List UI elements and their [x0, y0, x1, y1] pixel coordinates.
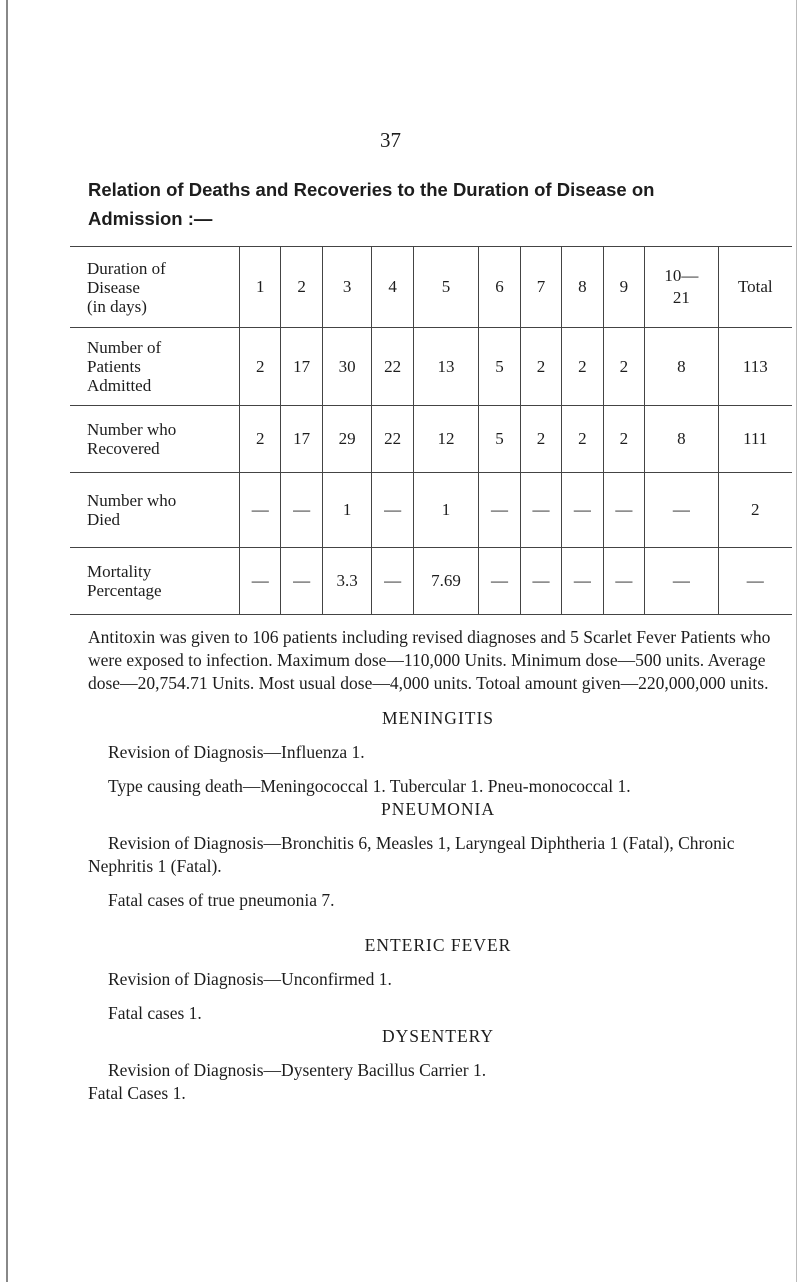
table-cell: — — [603, 548, 644, 615]
table-cell: 8 — [645, 406, 718, 473]
table-cell: 3.3 — [322, 548, 371, 615]
table-cell: 22 — [372, 406, 413, 473]
page-edge-left — [6, 0, 8, 1282]
table-cell: 2 — [562, 406, 603, 473]
table-cell: 2 — [520, 328, 561, 406]
meningitis-line: Revision of Diagnosis—Influenza 1. — [108, 742, 365, 762]
table-cell-total: 113 — [718, 328, 792, 406]
table-cell: — — [520, 548, 561, 615]
table-cell: — — [562, 473, 603, 548]
table-cell: — — [372, 548, 413, 615]
col-header: 7 — [520, 247, 561, 328]
antitoxin-paragraph: Antitoxin was given to 106 patients including revised diagnoses and 5 Scarlet Fever Patients who were exposed to infection. Maximum dose—110,000 Units. Minimum dose—500 units. Average dose—20,754.71 Units. Most usual dose—4,000 units. Totoal amount given—220,000,000 units. — [88, 627, 771, 693]
table-row — [70, 406, 792, 473]
table-title-line-2: Admission :— — [88, 208, 213, 229]
row-label: Number who Recovered — [70, 406, 240, 473]
table-cell: — — [645, 548, 718, 615]
table-cell: — — [603, 473, 644, 548]
table-cell: — — [240, 548, 281, 615]
table-cell: 1 — [413, 473, 478, 548]
table-cell: — — [479, 473, 520, 548]
table-cell: 5 — [479, 406, 520, 473]
table-cell: 1 — [322, 473, 371, 548]
heading-enteric-fever: ENTERIC FEVER — [364, 935, 512, 955]
pneumonia-line: Fatal cases of true pneumonia 7. — [108, 890, 335, 910]
table-cell: 13 — [413, 328, 478, 406]
table-row — [70, 328, 792, 406]
table-row — [70, 548, 792, 615]
table-cell: — — [372, 473, 413, 548]
col-header: 8 — [562, 247, 603, 328]
col-header: 4 — [372, 247, 413, 328]
dysentery-line: Fatal Cases 1. — [88, 1083, 186, 1103]
table-cell: — — [645, 473, 718, 548]
table-cell: — — [479, 548, 520, 615]
table-cell: 2 — [603, 406, 644, 473]
header-row — [70, 247, 792, 328]
table-cell-total: 111 — [718, 406, 792, 473]
table-cell: — — [281, 473, 322, 548]
table-cell: 2 — [520, 406, 561, 473]
table-cell: 29 — [322, 406, 371, 473]
col-header: 10— 21 — [645, 247, 718, 328]
table-cell: — — [281, 548, 322, 615]
table-cell: 2 — [240, 406, 281, 473]
heading-dysentery: DYSENTERY — [381, 1026, 495, 1046]
col-header: 2 — [281, 247, 322, 328]
table-cell: 12 — [413, 406, 478, 473]
table-cell: 7.69 — [413, 548, 478, 615]
table-cell: 17 — [281, 406, 322, 473]
table-cell: 2 — [603, 328, 644, 406]
row-label: Number who Died — [70, 473, 240, 548]
table-cell: 22 — [372, 328, 413, 406]
col-header: 6 — [479, 247, 520, 328]
table-cell: — — [520, 473, 561, 548]
table-row — [70, 473, 792, 548]
dysentery-line: Revision of Diagnosis—Dysentery Bacillus Carrier 1. — [108, 1060, 487, 1080]
meningitis-line: Type causing death—Meningococcal 1. Tubercular 1. Pneu-monococcal 1. — [108, 776, 631, 796]
row-label: Mortality Percentage — [70, 548, 240, 615]
table-cell: 5 — [479, 328, 520, 406]
heading-meningitis: MENINGITIS — [381, 708, 495, 728]
table-title — [88, 175, 768, 233]
table-cell: 2 — [562, 328, 603, 406]
table-cell: — — [562, 548, 603, 615]
table-cell-total: 2 — [718, 473, 792, 548]
heading-pneumonia: PNEUMONIA — [381, 799, 495, 819]
enteric-line: Fatal cases 1. — [108, 1003, 202, 1023]
col-header: 1 — [240, 247, 281, 328]
table-cell: 30 — [322, 328, 371, 406]
row-label: Number of Patients Admitted — [70, 328, 240, 406]
col-header-total: Total — [718, 247, 792, 328]
col-header: 5 — [413, 247, 478, 328]
duration-table — [70, 246, 792, 615]
col-header: 3 — [322, 247, 371, 328]
page-number: 37 — [380, 128, 401, 152]
table-cell: 17 — [281, 328, 322, 406]
report-body — [88, 626, 788, 1105]
table-cell-total: — — [718, 548, 792, 615]
pneumonia-line: Revision of Diagnosis—Bronchitis 6, Measles 1, Laryngeal Diphtheria 1 (Fatal), Chronic Nephritis 1 (Fatal). — [88, 833, 735, 876]
enteric-line: Revision of Diagnosis—Unconfirmed 1. — [108, 969, 392, 989]
table-title-line-1: Relation of Deaths and Recoveries to the Duration of Disease on — [88, 179, 655, 200]
table-cell: 2 — [240, 328, 281, 406]
header-label: Duration of Disease (in days) — [70, 247, 240, 328]
table-cell: — — [240, 473, 281, 548]
page-edge-right — [796, 0, 797, 1282]
table-cell: 8 — [645, 328, 718, 406]
col-header: 9 — [603, 247, 644, 328]
